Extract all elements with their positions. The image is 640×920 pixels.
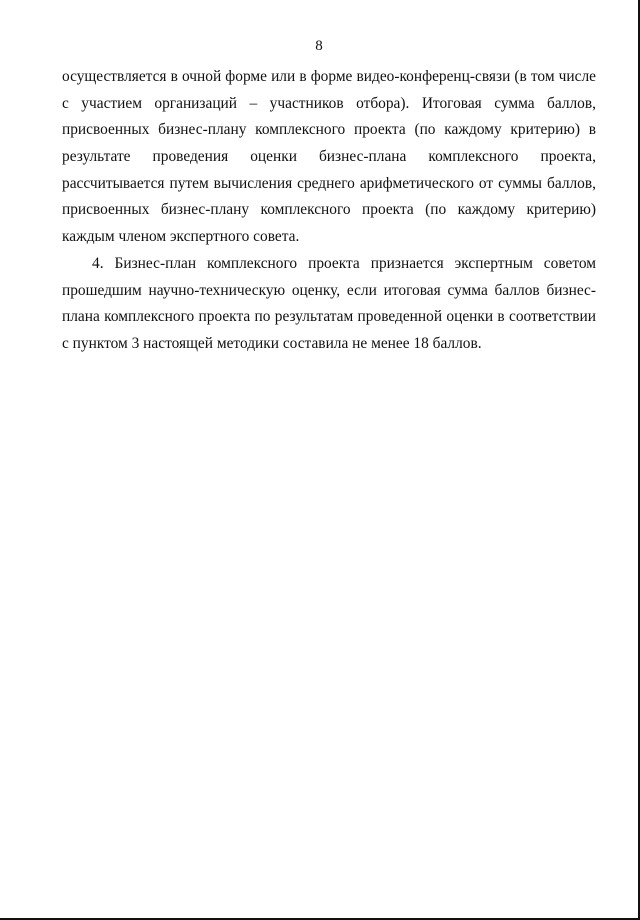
text-line: с участием организаций – участников отбора). Итоговая сумма баллов, [62, 94, 596, 112]
paragraph-continuation [62, 64, 596, 251]
paragraph-item-4 [62, 251, 596, 358]
text-line: 4. Бизнес-план комплексного проекта признается экспертным советом [92, 254, 596, 272]
text-line: плана комплексного проекта по результатам проведенной оценки в соответствии [62, 308, 596, 326]
document-body [62, 64, 596, 358]
text-line: рассчитывается путем вычисления среднего арифметического от суммы баллов, [62, 174, 596, 192]
text-line: с пунктом 3 настоящей методики составила не менее 18 баллов. [62, 334, 482, 352]
page-number: 8 [315, 38, 323, 54]
text-line: присвоенных бизнес-плану комплексного проекта (по каждому критерию) [62, 201, 596, 219]
text-line: результате проведения оценки бизнес-плана комплексного проекта, [62, 148, 596, 166]
text-line: каждым членом экспертного совета. [62, 228, 300, 246]
text-line: прошедшим научно-техническую оценку, если итоговая сумма баллов бизнес- [62, 281, 596, 299]
text-line: осуществляется в очной форме или в форме видео-конференц-связи (в том числе [62, 68, 596, 85]
text-line: присвоенных бизнес-плану комплексного проекта (по каждому критерию) в [62, 121, 596, 139]
